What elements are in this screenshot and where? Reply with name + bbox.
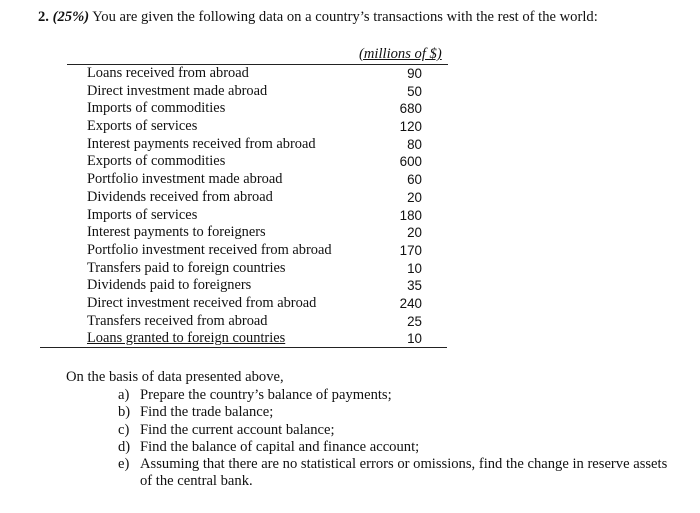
row-value: 50	[407, 83, 422, 99]
table-row	[87, 136, 422, 154]
table-row	[87, 83, 422, 101]
row-label: Loans granted to foreign countries	[87, 330, 286, 347]
transactions-table	[87, 65, 422, 348]
row-label: Imports of services	[87, 206, 198, 223]
task-item	[118, 422, 670, 439]
task-list	[118, 387, 670, 491]
row-label: Direct investment received from abroad	[87, 294, 317, 311]
table-row	[87, 207, 422, 225]
task-item	[118, 456, 670, 491]
units-header: (millions of $)	[359, 46, 442, 62]
task-marker: d)	[118, 438, 131, 455]
row-value: 120	[399, 119, 422, 135]
row-label: Portfolio investment received from abroad	[87, 241, 332, 258]
row-value: 60	[407, 172, 422, 188]
table-row	[87, 224, 422, 242]
row-value: 180	[399, 207, 422, 223]
row-value: 25	[407, 313, 422, 329]
row-label: Interest payments to foreigners	[87, 224, 266, 241]
task-text: Prepare the country’s balance of payments;	[140, 387, 392, 403]
table-row	[87, 153, 422, 171]
task-marker: b)	[118, 404, 131, 421]
table-row	[87, 277, 422, 295]
task-text: Find the current account balance;	[140, 421, 335, 438]
table-row	[87, 330, 422, 348]
table-row	[87, 260, 422, 278]
row-value: 80	[407, 136, 422, 152]
question-text: You are given the following data on a country’s transactions with the rest of the world:	[92, 9, 598, 25]
table-row	[87, 118, 422, 136]
table-row	[87, 100, 422, 118]
table-row	[87, 295, 422, 313]
row-label: Direct investment made abroad	[87, 82, 268, 99]
task-item	[118, 439, 670, 456]
row-value: 20	[407, 189, 422, 205]
row-value: 35	[407, 278, 422, 294]
row-label: Transfers paid to foreign countries	[87, 259, 286, 276]
row-value: 680	[399, 101, 422, 117]
table-bottom-rule	[40, 347, 447, 348]
row-label: Dividends received from abroad	[87, 188, 273, 205]
task-marker: e)	[118, 456, 130, 473]
task-text: Assuming that there are no statistical errors or omissions, find the change in reserve assets of the central bank.	[140, 456, 668, 490]
task-text: Find the trade balance;	[140, 404, 274, 421]
question-heading	[38, 9, 598, 26]
row-value: 10	[407, 260, 422, 276]
question-number: 2.	[38, 9, 49, 25]
row-value: 240	[399, 295, 422, 311]
row-label: Transfers received from abroad	[87, 312, 268, 329]
row-value: 170	[399, 242, 422, 258]
task-text: Find the balance of capital and finance account;	[140, 438, 420, 455]
task-marker: a)	[118, 387, 130, 403]
instructions-intro: On the basis of data presented above,	[66, 369, 284, 385]
row-value: 10	[407, 331, 422, 347]
question-weight: (25%)	[52, 9, 90, 25]
row-label: Interest payments received from abroad	[87, 135, 316, 152]
row-value: 90	[407, 66, 422, 81]
table-row	[87, 65, 422, 83]
row-label: Imports of commodities	[87, 100, 226, 117]
row-label: Dividends paid to foreigners	[87, 277, 252, 294]
table-row	[87, 189, 422, 207]
row-label: Exports of services	[87, 118, 198, 135]
table-row	[87, 242, 422, 260]
task-item	[118, 404, 670, 421]
task-marker: c)	[118, 421, 130, 438]
table-row	[87, 313, 422, 331]
row-value: 20	[407, 225, 422, 241]
row-label: Loans received from abroad	[87, 65, 249, 81]
table-row	[87, 171, 422, 189]
row-label: Portfolio investment made abroad	[87, 171, 283, 188]
row-value: 600	[399, 154, 422, 170]
row-label: Exports of commodities	[87, 153, 226, 170]
task-item	[118, 387, 670, 404]
